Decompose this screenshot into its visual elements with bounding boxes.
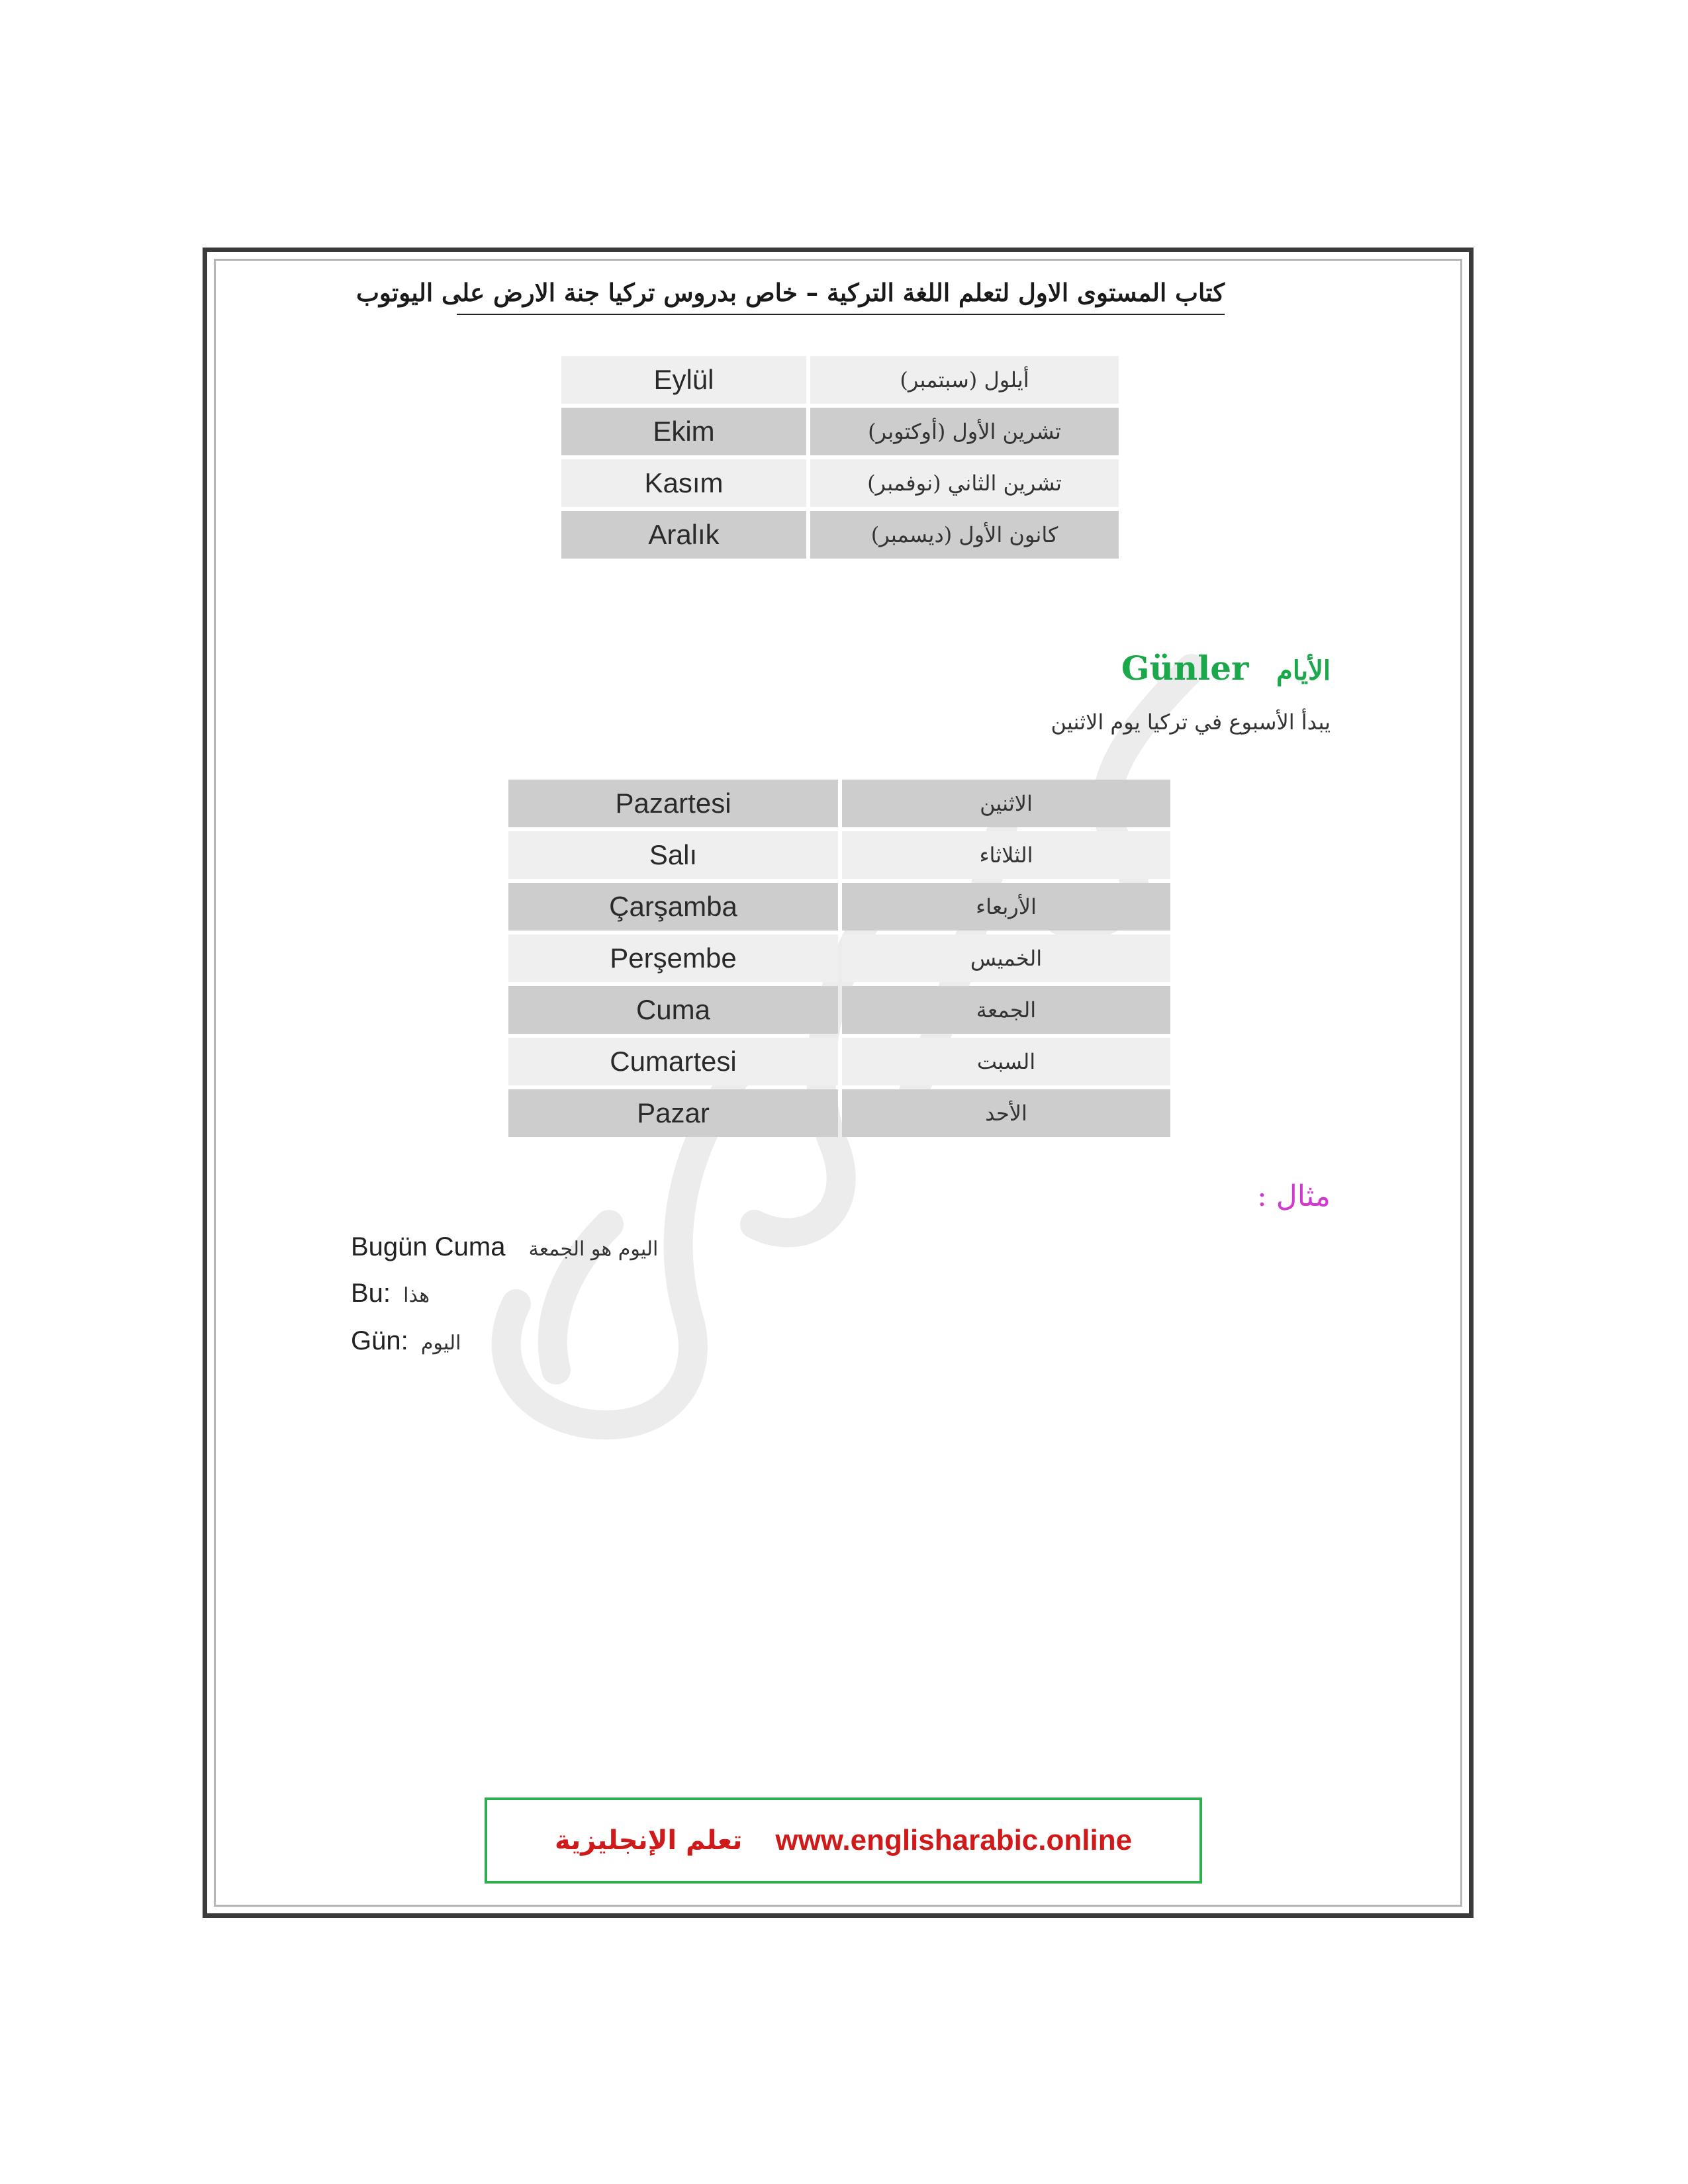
day-turkish: Cuma [508,986,838,1034]
days-intro-text: يبدأ الأسبوع في تركيا يوم الاثنين [1051,709,1331,735]
table-row [508,780,1170,827]
table-row [508,883,1170,931]
page-title: كتاب المستوى الاول لتعلم اللغة التركية – خاص بدروس تركيا جنة الارض على اليوتوب [457,278,1225,315]
table-row [508,1089,1170,1137]
day-turkish: Pazar [508,1089,838,1137]
days-title-turkish: Günler [1121,649,1249,688]
footer-url-link[interactable]: www.englisharabic.online [775,1824,1133,1856]
table-row [508,934,1170,982]
table-row [508,986,1170,1034]
footer-banner [485,1797,1202,1884]
months-table [557,352,1123,563]
day-turkish: Pazartesi [508,780,838,827]
month-arabic: كانون الأول (ديسمبر) [810,511,1119,559]
example-arabic: هذا [403,1284,430,1307]
table-row [561,459,1119,507]
day-turkish: Çarşamba [508,883,838,931]
table-row [508,831,1170,879]
table-row [561,511,1119,559]
month-arabic: تشرين الأول (أوكتوبر) [810,408,1119,455]
table-row [508,1038,1170,1085]
day-arabic: الثلاثاء [842,831,1170,879]
month-arabic: أيلول (سبتمبر) [810,356,1119,404]
day-arabic: الأحد [842,1089,1170,1137]
example-arabic: اليوم [420,1332,461,1355]
day-turkish: Cumartesi [508,1038,838,1085]
month-turkish: Eylül [561,356,806,404]
day-turkish: Salı [508,831,838,879]
example-line [351,1279,430,1308]
day-arabic: الخميس [842,934,1170,982]
example-heading: مثال : [1256,1179,1331,1213]
days-title-arabic: الأيام [1276,655,1331,686]
day-arabic: السبت [842,1038,1170,1085]
example-arabic: اليوم هو الجمعة [528,1238,659,1261]
example-turkish: Gün: [351,1326,408,1355]
month-turkish: Aralık [561,511,806,559]
table-row [561,356,1119,404]
month-turkish: Ekim [561,408,806,455]
footer-arabic-label: تعلم الإنجليزية [554,1825,743,1856]
day-arabic: الأربعاء [842,883,1170,931]
table-row [561,408,1119,455]
example-line [351,1326,461,1356]
example-turkish: Bugün Cuma [351,1232,506,1261]
month-turkish: Kasım [561,459,806,507]
day-arabic: الاثنين [842,780,1170,827]
day-arabic: الجمعة [842,986,1170,1034]
days-section-title [1121,649,1331,688]
month-arabic: تشرين الثاني (نوفمبر) [810,459,1119,507]
example-line [351,1232,658,1262]
day-turkish: Perşembe [508,934,838,982]
days-table [504,776,1174,1141]
example-turkish: Bu: [351,1279,391,1308]
